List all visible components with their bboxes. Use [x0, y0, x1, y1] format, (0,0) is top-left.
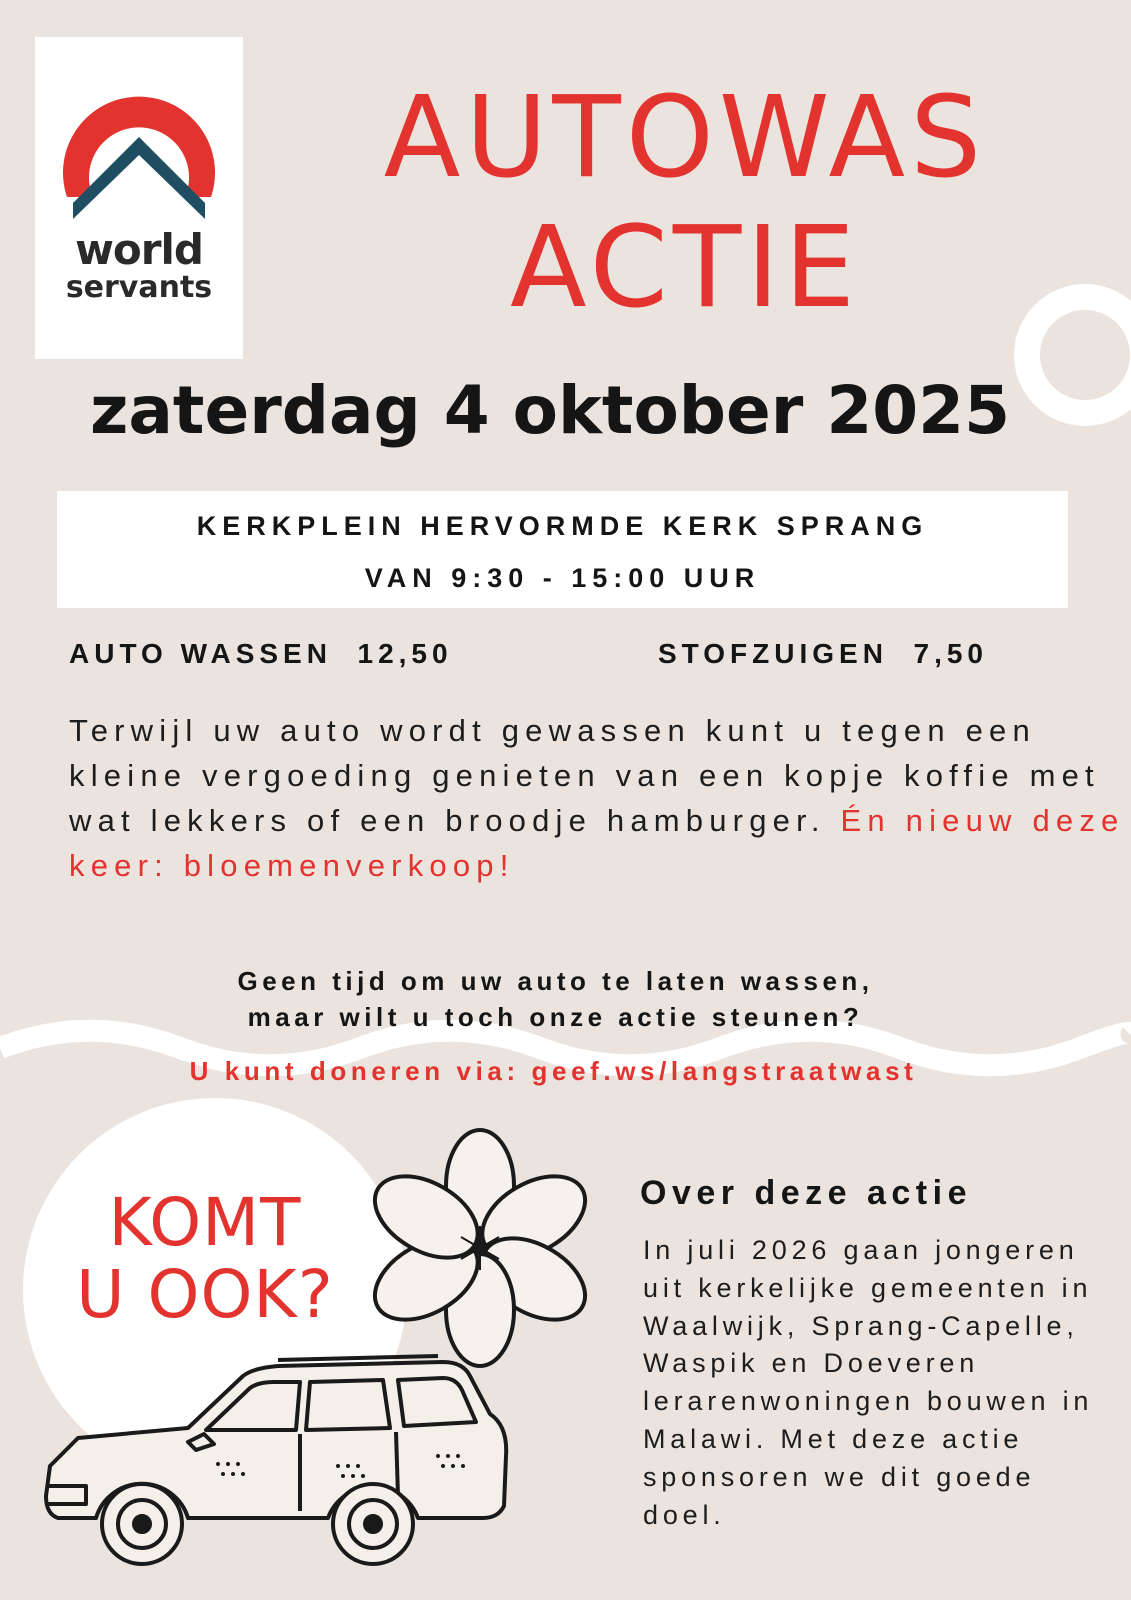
question-line-1: Geen tijd om uw auto te laten wassen, [237, 966, 874, 996]
logo-box [35, 37, 243, 359]
logo-text-world: world [75, 225, 203, 274]
location-text: KERKPLEIN HERVORMDE KERK SPRANG [196, 511, 929, 541]
price-vacuum: STOFZUIGEN 7,50 [658, 638, 988, 669]
location-box [57, 491, 1068, 608]
title-line-1: AUTOWAS [383, 73, 987, 203]
donate-link-text: U kunt doneren via: geef.ws/langstraatwast [189, 1056, 918, 1086]
cta-line-1: KOMT [108, 1184, 302, 1261]
question-line-2: maar wilt u toch onze actie steunen? [247, 1002, 864, 1032]
description-main: Terwijl uw auto wordt gewassen kunt u tegen een kleine vergoeding genieten van een kopje koffie met wat lekkers of een broodje hamburger. [69, 713, 1100, 838]
logo-text-servants: servants [65, 270, 213, 305]
car-icon [38, 1346, 518, 1576]
cta-line-2: U OOK? [76, 1256, 334, 1333]
description-highlight: Én nieuw deze keer: bloemenverkoop! [69, 803, 1125, 883]
price-car-wash: AUTO WASSEN 12,50 [69, 638, 453, 669]
flower-icon [360, 1128, 600, 1368]
event-date: zaterdag 4 oktober 2025 [89, 372, 1011, 449]
time-text: VAN 9:30 - 15:00 UUR [364, 563, 761, 593]
about-title: Over deze actie [640, 1174, 972, 1212]
title-line-2: ACTIE [509, 203, 861, 333]
about-text: In juli 2026 gaan jongeren uit kerkelijke gemeenten in Waalwijk, Sprang-Capelle, Waspik en Doeveren lerarenwoningen bouwen in Malawi. Met deze actie sponsoren we dit goede doel. [643, 1235, 1094, 1530]
world-servants-logo-icon [35, 37, 243, 237]
description [69, 708, 1129, 888]
